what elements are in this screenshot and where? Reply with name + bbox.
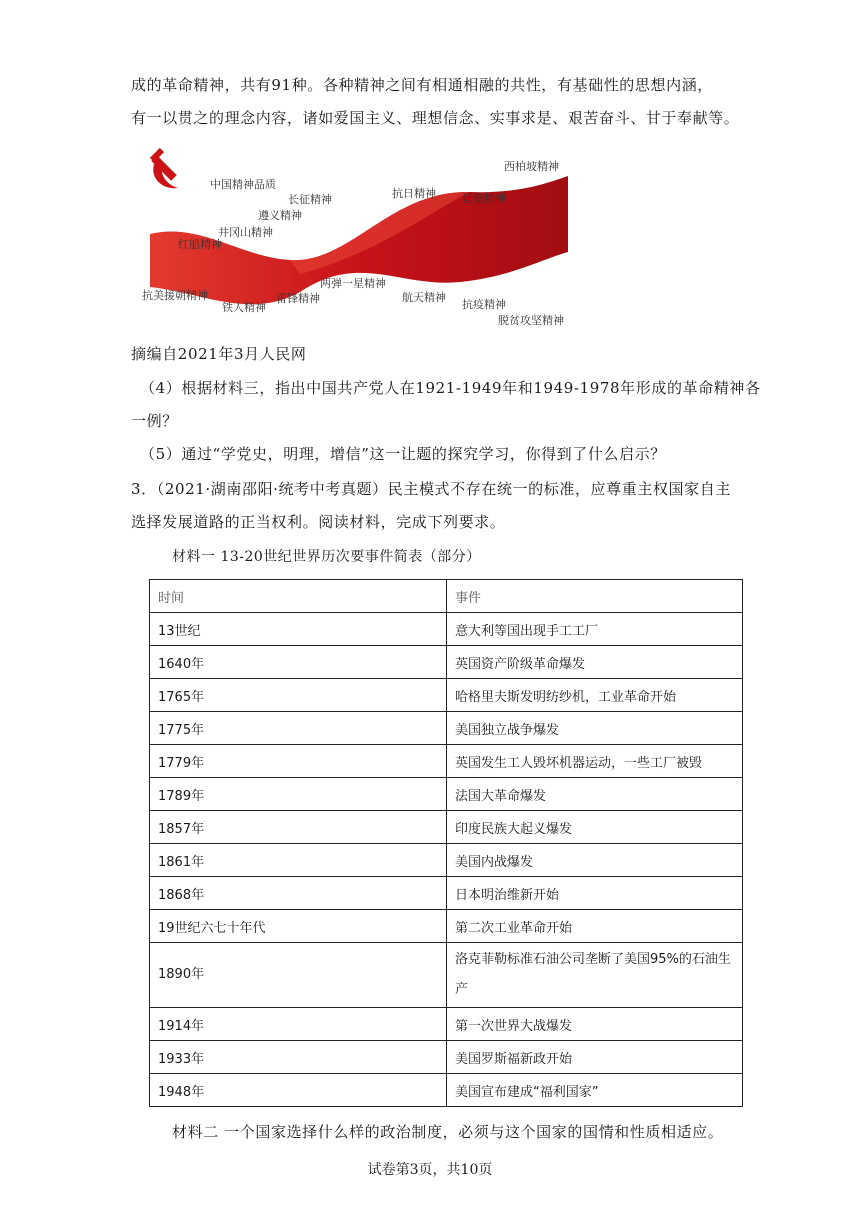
row-time: 1933年	[150, 1041, 447, 1074]
row-event: 美国罗斯福新政开始	[447, 1041, 743, 1074]
material-1-caption: 材料一 13-20世纪世界历次要事件简表（部分）	[172, 549, 481, 565]
question-4-line-2: 一例？	[131, 412, 178, 430]
row-time: 1857年	[150, 811, 447, 844]
row-event: 美国独立战争爆发	[447, 712, 743, 745]
table-row	[150, 811, 743, 844]
label-anti-epidemic: 抗疫精神	[462, 298, 506, 311]
label-leifeng: 雷锋精神	[276, 292, 320, 305]
label-ironman: 铁人精神	[222, 301, 266, 314]
row-event: 洛克菲勒标准石油公司垄断了美国95%的石油生产	[447, 943, 743, 1008]
row-event: 印度民族大起义爆发	[447, 811, 743, 844]
row-time: 1948年	[150, 1074, 447, 1107]
row-event: 哈格里夫斯发明纺纱机，工业革命开始	[447, 679, 743, 712]
row-time: 1914年	[150, 1008, 447, 1041]
label-aerospace: 航天精神	[402, 291, 446, 304]
row-event: 美国内战爆发	[447, 844, 743, 877]
table-row	[150, 1074, 743, 1107]
label-chinese-spirit: 中国精神品质	[210, 178, 276, 191]
row-time: 19世纪六七十年代	[150, 910, 447, 943]
events-table	[149, 579, 743, 1107]
label-yanan: 延安精神	[462, 192, 506, 205]
question-5: （5）通过“学党史，明理，增信”这一让题的探究学习，你得到了什么启示？	[140, 445, 666, 463]
table-row	[150, 844, 743, 877]
question-3-line-1: 3．（2021·湖南邵阳·统考中考真题）民主模式不存在统一的标准，应尊重主权国家自主	[131, 480, 731, 498]
label-long-march: 长征精神	[288, 193, 332, 206]
row-event: 英国资产阶级革命爆发	[447, 646, 743, 679]
table-row	[150, 943, 743, 1008]
row-time: 1765年	[150, 679, 447, 712]
row-time: 1789年	[150, 778, 447, 811]
paragraph-line-2: 有一以贯之的理念内容，诸如爱国主义、理想信念、实事求是、艰苦奋斗、甘于奉献等。	[131, 109, 740, 127]
label-jinggangshan: 井冈山精神	[218, 226, 273, 239]
row-event: 意大利等国出现手工工厂	[447, 613, 743, 646]
row-time: 1640年	[150, 646, 447, 679]
question-4-line-1: （4）根据材料三，指出中国共产党人在1921-1949年和1949-1978年形成的革命精神各	[140, 379, 761, 397]
row-event: 日本明治维新开始	[447, 877, 743, 910]
row-time: 1775年	[150, 712, 447, 745]
paragraph-line-1: 成的革命精神，共有91种。各种精神之间有相通相融的共性，有基础性的思想内涵，	[131, 76, 713, 94]
table-row	[150, 1041, 743, 1074]
row-time: 1779年	[150, 745, 447, 778]
table-row	[150, 679, 743, 712]
table-row	[150, 1008, 743, 1041]
header-time: 时间	[150, 580, 447, 613]
table-row	[150, 910, 743, 943]
label-resist-us-aid-korea: 抗美援朝精神	[142, 289, 208, 302]
header-event: 事件	[447, 580, 743, 613]
label-red-boat: 红船精神	[178, 238, 222, 251]
page-footer: 试卷第3页，共10页	[367, 1162, 493, 1178]
table-row	[150, 745, 743, 778]
revolutionary-spirit-figure	[140, 142, 580, 332]
question-3-line-2: 选择发展道路的正当权利。阅读材料，完成下列要求。	[131, 513, 506, 531]
source-note: 摘编自2021年3月人民网	[131, 345, 307, 363]
row-time: 1861年	[150, 844, 447, 877]
label-poverty-alleviation: 脱贫攻坚精神	[498, 314, 564, 327]
label-zunyi: 遵义精神	[258, 209, 302, 222]
hammer-sickle-icon	[150, 148, 178, 188]
row-time: 1890年	[150, 943, 447, 1008]
table-row	[150, 646, 743, 679]
row-time: 1868年	[150, 877, 447, 910]
table-row	[150, 877, 743, 910]
label-anti-japanese: 抗日精神	[392, 187, 436, 200]
table-header-row	[150, 580, 743, 613]
table-row	[150, 613, 743, 646]
material-2: 材料二 一个国家选择什么样的政治制度，必须与这个国家的国情和性质相适应。	[172, 1123, 724, 1141]
row-event: 美国宣布建成“福利国家”	[447, 1074, 743, 1107]
row-event: 法国大革命爆发	[447, 778, 743, 811]
row-event: 第二次工业革命开始	[447, 910, 743, 943]
table-row	[150, 712, 743, 745]
row-time: 13世纪	[150, 613, 447, 646]
label-two-bombs: 两弹一星精神	[320, 277, 386, 290]
row-event: 英国发生工人毁坏机器运动，一些工厂被毁	[447, 745, 743, 778]
table-row	[150, 778, 743, 811]
label-xibaipo: 西柏坡精神	[504, 160, 559, 173]
row-event: 第一次世界大战爆发	[447, 1008, 743, 1041]
